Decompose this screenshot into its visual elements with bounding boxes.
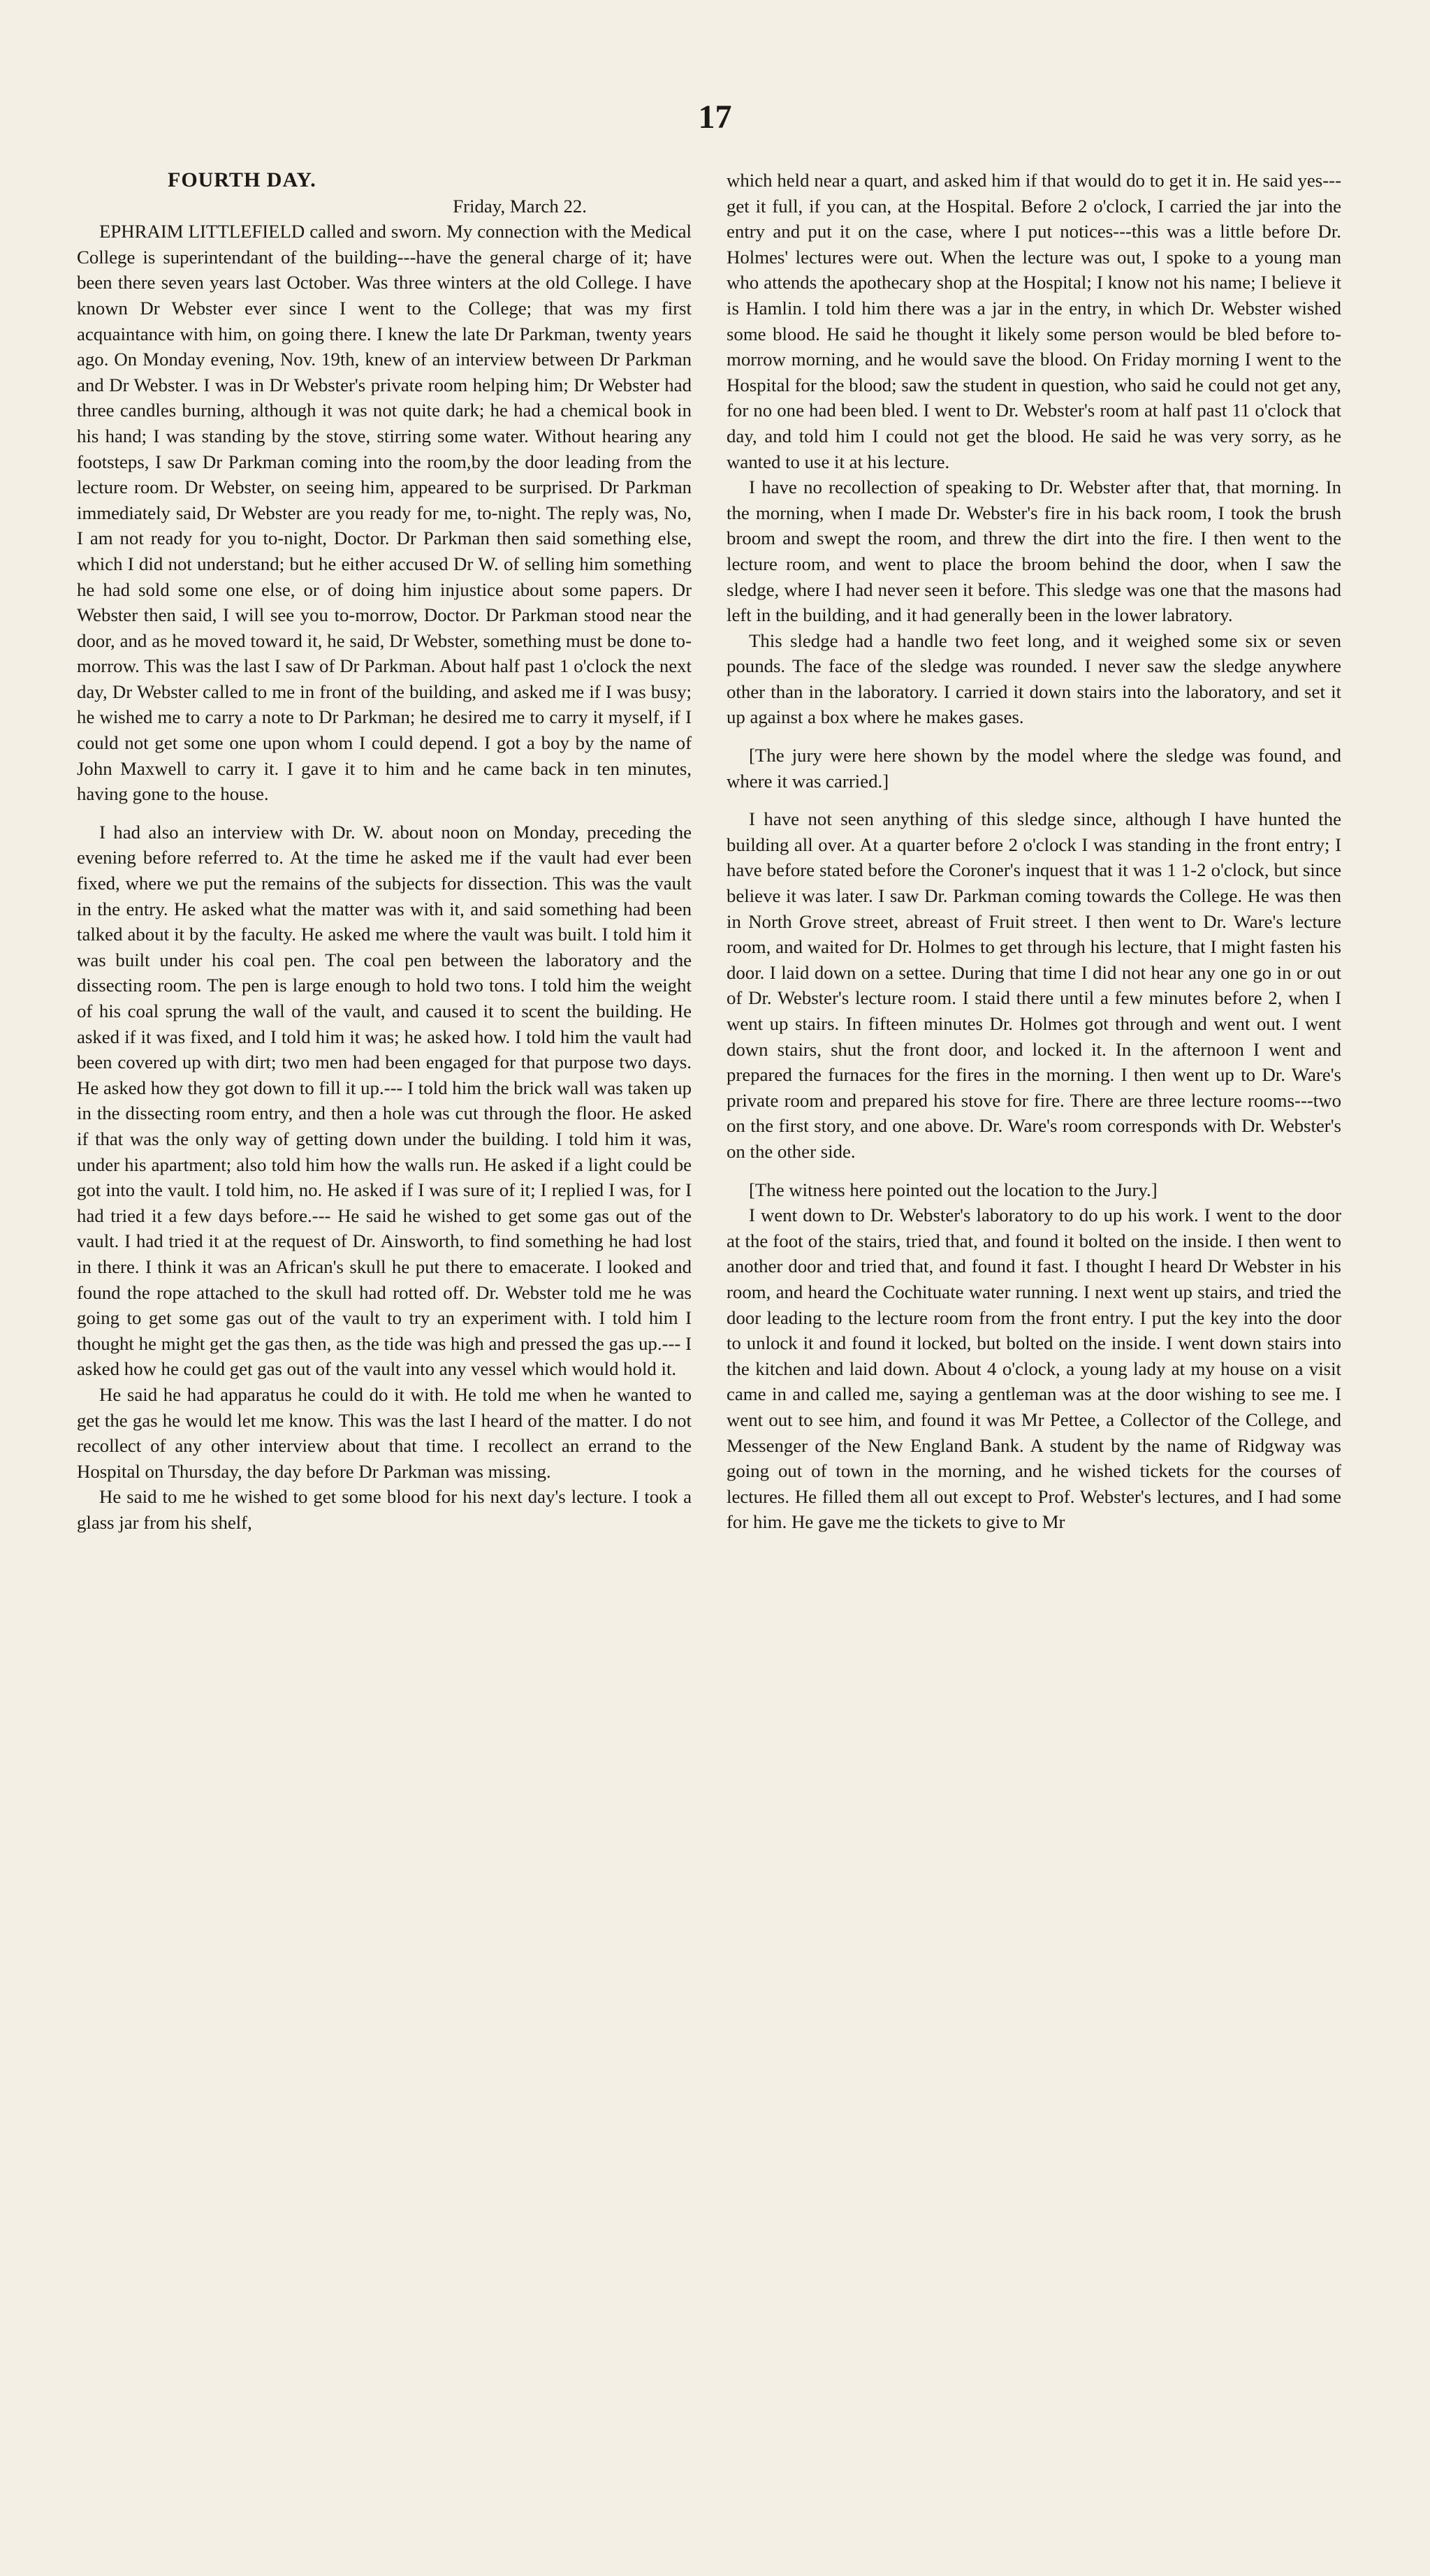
paragraph: which held near a quart, and asked him if that would do to get it in. He said yes---get it full, if you can, at the Hospital. Before 2 o'clock, I carried the jar into the entry and put it on the case, where I put notices---this was a little before Dr. Holmes' lectures were out. When the lecture was out, I spoke to a young man who attends the apothecary shop at the Hospital; I know not his name; I believe it is Hamlin. I told him there was a jar in the entry, in which Dr. Webster wished some blood. He said he thought it likely some person would be bled before to-morrow morning, and he would save the blood. On Friday morning I went to the Hospital for the blood; saw the student in question, who said he could not get any, for no one had been bled. I went to Dr. Webster's room at half past 11 o'clock that day, and told him I could not get the blood. He said he was very sorry, as he wanted to use it at his lecture. (727, 170, 1341, 472)
bracketed-note: [The witness here pointed out the location to the Jury.] (749, 1179, 1158, 1200)
paragraph: He said to me he wished to get some blood for his next day's lecture. I took a glass jar from his shelf, (77, 1486, 692, 1533)
left-column (77, 168, 692, 1535)
paragraph: EPHRAIM LITTLEFIELD called and sworn. My connection with the Medical College is superintendant of the building---have the general charge of it; have been there seven years last October. Was three winters at the old College. I have known Dr Webster ever since I went to the College; that was my first acquaintance with him, on going there. I knew the late Dr Parkman, twenty years ago. On Monday evening, Nov. 19th, knew of an interview between Dr Parkman and Dr Webster. I was in Dr Webster's private room helping him; Dr Webster had three candles burning, although it was not quite dark; he had a chemical book in his hand; I was standing by the stove, stirring some water. Without hearing any footsteps, I saw Dr Parkman coming into the room,by the door leading from the lecture room. Dr Webster, on seeing him, appeared to be surprised. Dr Parkman immediately said, Dr Webster are you ready for me, to-night. The reply was, No, I am not ready for you to-night, Doctor. Dr Parkman then said something else, which I did not understand; but he either accused Dr W. of selling him something he had sold some one else, or of doing him injustice about some papers. Dr Webster then said, I will see you to-morrow, Doctor. Dr Parkman stood near the door, and as he moved toward it, he said, Dr Webster, something must be done to-morrow. This was the last I saw of Dr Parkman. About half past 1 o'clock the next day, Dr Webster called to me in front of the building, and asked me if I was busy; he wished me to carry a note to Dr Parkman; he desired me to carry it myself, if I could not get some one upon whom I could depend. I got a boy by the name of John Maxwell to carry it. I gave it to him and he came back in ten minutes, having gone to the house. (77, 221, 692, 805)
paragraph: I have not seen anything of this sledge since, although I have hunted the building all over. At a quarter before 2 o'clock I was standing in the front entry; I have before stated before the Coroner's inquest that it was 1 1-2 o'clock, but since believe it was later. I saw Dr. Parkman coming towards the College. He was then in North Grove street, abreast of Fruit street. I then went to Dr. Ware's lecture room, and waited for Dr. Holmes to get through his lecture, that I might fasten his door. I laid down on a settee. During that time I did not hear any one go in or out of Dr. Webster's lecture room. I staid there until a few minutes before 2, when I went up stairs. In fifteen minutes Dr. Holmes got through and went out. I went down stairs, shut the front door, and locked it. In the afternoon I went and prepared the furnaces for the fires in the morning. I then went up to Dr. Ware's private room and prepared his stove for fire. There are three lecture rooms---two on the first story, and one above. Dr. Ware's room corresponds with Dr. Webster's on the other side. (727, 808, 1341, 1162)
paragraph: He said he had apparatus he could do it with. He told me when he wanted to get the gas he would let me know. This was the last I heard of the matter. I do not recollect of any other interview about that time. I recollect an errand to the Hospital on Thursday, the day before Dr Parkman was missing. (77, 1383, 692, 1482)
bracketed-note: [The jury were here shown by the model where the sledge was found, and where it was carried.] (727, 745, 1341, 792)
section-heading: FOURTH DAY. (168, 168, 316, 191)
dateline: Friday, March 22. (453, 195, 587, 217)
paragraph: This sledge had a handle two feet long, and it weighed some six or seven pounds. The face of the sledge was rounded. I never saw the sledge anywhere other than in the laboratory. I carried it down stairs into the laboratory, and set it up against a box where he makes gases. (727, 630, 1341, 728)
paragraph: I went down to Dr. Webster's laboratory to do up his work. I went to the door at the foot of the stairs, tried that, and found it bolted on the inside. I then went to another door and tried that, and found it fast. I thought I heard Dr Webster in his room, and heard the Cochituate water running. I next went up stairs, and tried the door leading to the lecture room from the front entry. I put the key into the door to unlock it and found it locked, but bolted on the inside. I went down stairs into the kitchen and laid down. About 4 o'clock, a young lady at my house on a visit came in and called me, saying a gentleman was at the door wishing to see me. I went out to see him, and found it was Mr Pettee, a Collector of the College, and Messenger of the New England Bank. A student by the name of Ridgway was going out of town in the morning, and he wished tickets for the courses of lectures. He filled them all out except to Prof. Webster's lectures, and I had some for him. He gave me the tickets to give to Mr (727, 1205, 1341, 1533)
right-column (727, 168, 1341, 1535)
page-number: 17 (698, 99, 732, 136)
paragraph: I had also an interview with Dr. W. about noon on Monday, preceding the evening before referred to. At the time he asked me if the vault had ever been fixed, where we put the remains of the subjects for dissection. This was the vault in the entry. He asked what the matter was with it, and said something had been talked about it by the faculty. He asked me where the vault was built. I told him it was built under his coal pen. The coal pen between the laboratory and the dissecting room. The pen is large enough to hold two tons. I told him the weight of his coal sprung the wall of the vault, and caused it to scent the building. He asked if it was fixed, and I told him it was; he asked how. I told him the vault had been covered up with dirt; two men had been engaged for that purpose two days. He asked how they got down to fill it up.--- I told him the brick wall was taken up in the dissecting room entry, and then a hole was cut through the floor. He asked if that was the only way of getting down under the building. I told him it was, under his apartment; also told him how the walls run. He asked if a light could be got into the vault. I told him, no. He asked if I was sure of it; I replied I was, for I had tried it a few days before.--- He said he wished to get some gas out of the vault. I had tried it at the request of Dr. Ainsworth, to find something he had lost in there. I think it was an African's skull he put there to emacerate. I looked and found the rope attached to the skull had rotted off. Dr. Webster told me he was going to get some gas out of the vault to try an experiment with. I told him I thought he might get the gas then, as the tide was high and pressed the gas up.--- I asked how he could get gas out of the vault into any vessel which would hold it. (77, 821, 692, 1380)
paragraph: I have no recollection of speaking to Dr. Webster after that, that morning. In the morning, when I made Dr. Webster's fire in his back room, I took the brush broom and swept the room, and threw the dirt into the fire. I then went to the lecture room, and went to place the broom behind the door, when I saw the sledge, where I had never seen it before. This sledge was one that the masons had left in the building, and it had generally been in the lower labratory. (727, 476, 1341, 626)
